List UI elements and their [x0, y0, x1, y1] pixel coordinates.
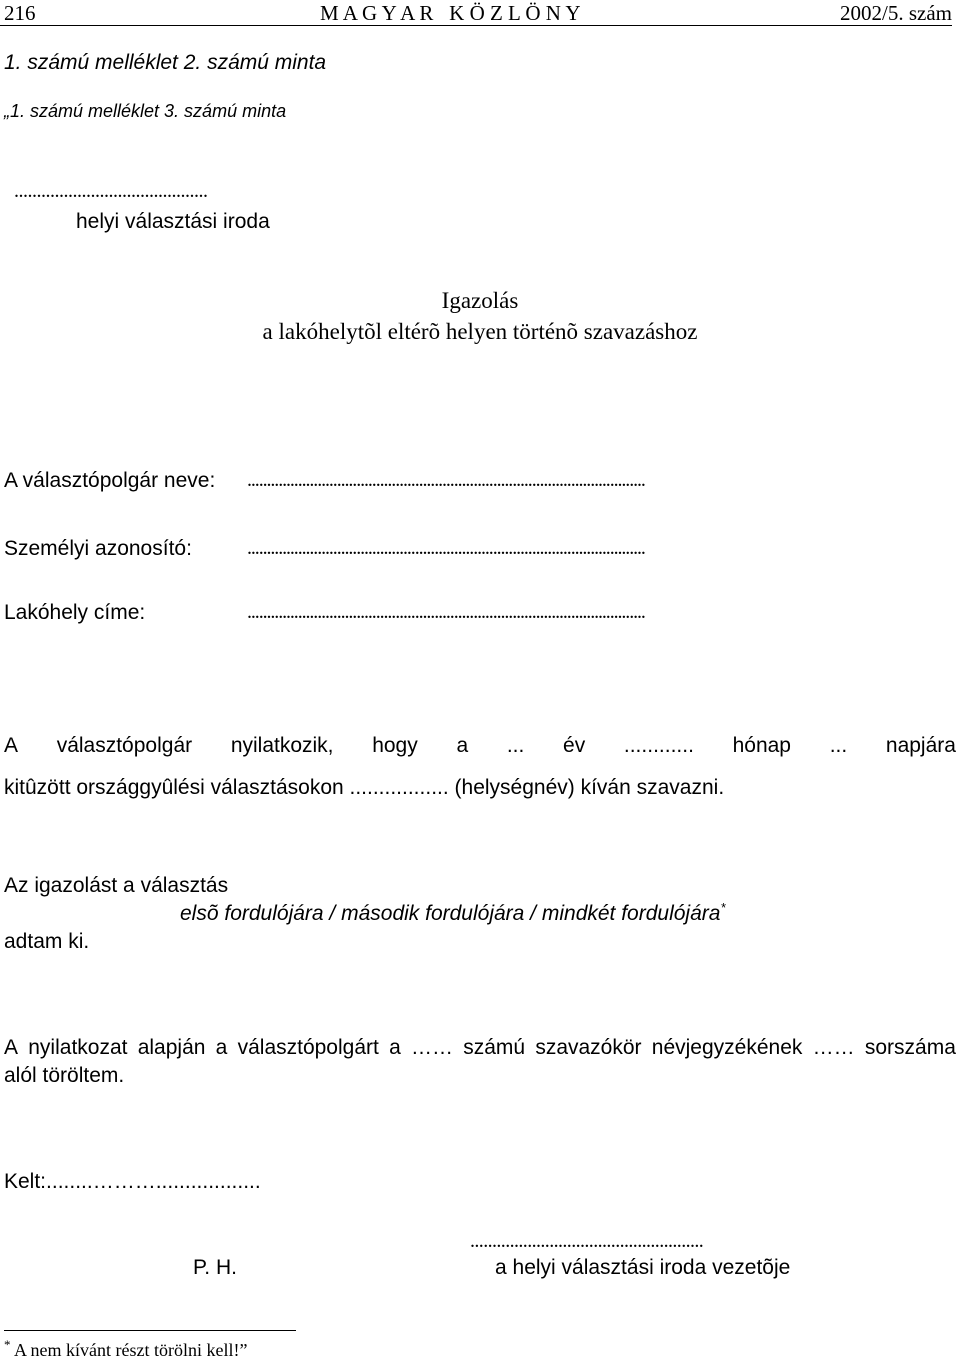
word: nyilatkozik, — [230, 734, 334, 757]
word: a — [456, 734, 469, 757]
signature-dots: ..................................................... — [470, 1230, 704, 1252]
header-rule — [0, 25, 952, 26]
word: A — [4, 1036, 19, 1059]
word: a — [389, 1036, 401, 1059]
issued-intro: Az igazolást a választás — [4, 874, 229, 897]
declaration-line1 — [4, 734, 956, 758]
word: alapján — [137, 1036, 206, 1059]
footnote-text: A nem kívánt részt törölni kell!” — [14, 1340, 248, 1360]
voter-name-value: ...................................................................................................... — [247, 469, 645, 491]
word: …… — [812, 1036, 855, 1059]
issue-number: 2002/5. szám — [840, 1, 952, 25]
word: ............ — [623, 734, 694, 757]
word: szavazókör — [535, 1036, 642, 1059]
word: hogy — [372, 734, 418, 757]
word: a — [215, 1036, 228, 1059]
deletion-line2: alól töröltem. — [4, 1064, 125, 1087]
voter-name-label: A választópolgár neve: — [4, 469, 216, 492]
word: …… — [411, 1036, 453, 1059]
word: A — [4, 734, 19, 757]
dated-line: Kelt:........……….................. — [4, 1170, 261, 1193]
personal-id-label: Személyi azonosító: — [4, 537, 192, 560]
journal-title: M A G Y A R K Ö Z L Ö N Y — [320, 1, 581, 25]
document-title: Igazolás — [441, 288, 519, 313]
document-subtitle: a lakóhelytõl eltérõ helyen történõ szavazáshoz — [262, 319, 698, 344]
word: számú — [463, 1036, 526, 1059]
declaration-line2: kitûzött országgyûlési választásokon ................. (helységnév) kíván szavazni. — [4, 776, 725, 799]
word: névjegyzékének — [651, 1036, 803, 1059]
issuer-label: helyi választási iroda — [76, 210, 270, 233]
annex-reference-quoted: „1. számú melléklet 3. számú minta — [4, 101, 287, 121]
deletion-line1 — [4, 1036, 956, 1060]
annex-reference: 1. számú melléklet 2. számú minta — [4, 51, 327, 74]
footnote — [4, 1337, 248, 1361]
word: sorszáma — [864, 1036, 956, 1059]
rounds-text: elsõ fordulójára / második fordulójára / mindkét fordulójára — [180, 902, 721, 925]
word: választópolgárt — [237, 1036, 379, 1059]
signature-label: a helyi választási iroda vezetõje — [495, 1256, 791, 1279]
personal-id-value: ...................................................................................................... — [247, 537, 645, 559]
issued-rounds — [180, 902, 726, 926]
address-label: Lakóhely címe: — [4, 601, 146, 624]
word: nyilatkozat — [28, 1036, 128, 1059]
issued-outro: adtam ki. — [4, 930, 90, 953]
footnote-marker: * — [720, 900, 726, 915]
address-value: ...................................................................................................... — [247, 601, 645, 623]
issuer-dots: ........................................... — [14, 180, 208, 202]
footnote-marker: * — [4, 1337, 11, 1352]
stamp-placeholder: P. H. — [193, 1256, 237, 1279]
word: ... — [829, 734, 848, 757]
page-number: 216 — [4, 1, 36, 25]
word: év — [563, 734, 586, 757]
footnote-rule — [4, 1330, 296, 1331]
word: ... — [506, 734, 525, 757]
word: hónap — [732, 734, 791, 757]
word: választópolgár — [56, 734, 193, 757]
word: napjára — [885, 734, 956, 757]
